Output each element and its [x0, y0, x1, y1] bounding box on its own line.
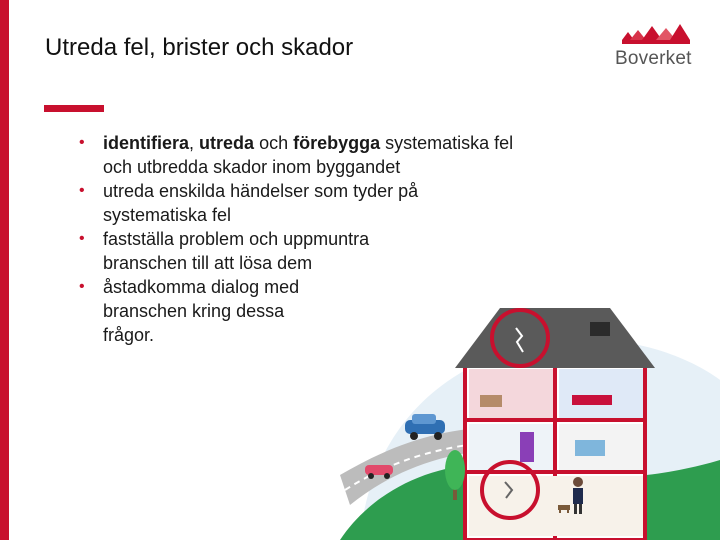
- bullet-dot-icon: •: [79, 182, 85, 199]
- bullet-text: utreda enskilda händelser som tyder på systematiska fel: [103, 181, 419, 225]
- bullet-text: [103, 133, 513, 177]
- bullet-item: [78, 275, 333, 347]
- page-title: Utreda fel, brister och skador: [45, 34, 354, 61]
- bullet-text: fastställa problem och uppmuntra branschen till att lösa dem: [103, 229, 370, 273]
- bullet-item: [78, 227, 403, 275]
- bullet-segment: ,: [189, 133, 200, 153]
- bullet-item: [78, 179, 463, 227]
- boverket-wordmark: Boverket: [615, 48, 692, 69]
- left-brand-bar: [0, 0, 9, 540]
- bullet-text: åstadkomma dialog med branschen kring dessa frågor.: [103, 277, 300, 345]
- title-accent-line: [44, 105, 104, 112]
- bullet-segment: och: [254, 133, 294, 153]
- bullet-bold-segment: förebygga: [293, 133, 381, 153]
- house-illustration: [340, 300, 720, 540]
- bullet-dot-icon: •: [79, 134, 85, 151]
- bullet-bold-segment: utreda: [199, 133, 255, 153]
- bullet-bold-segment: identifiera: [103, 133, 190, 153]
- bullet-dot-icon: •: [79, 230, 85, 247]
- bullet-dot-icon: •: [79, 278, 85, 295]
- bullet-item: [78, 131, 543, 179]
- bullet-segment: systematiska fel och utbredda skador inom byggandet: [103, 133, 514, 177]
